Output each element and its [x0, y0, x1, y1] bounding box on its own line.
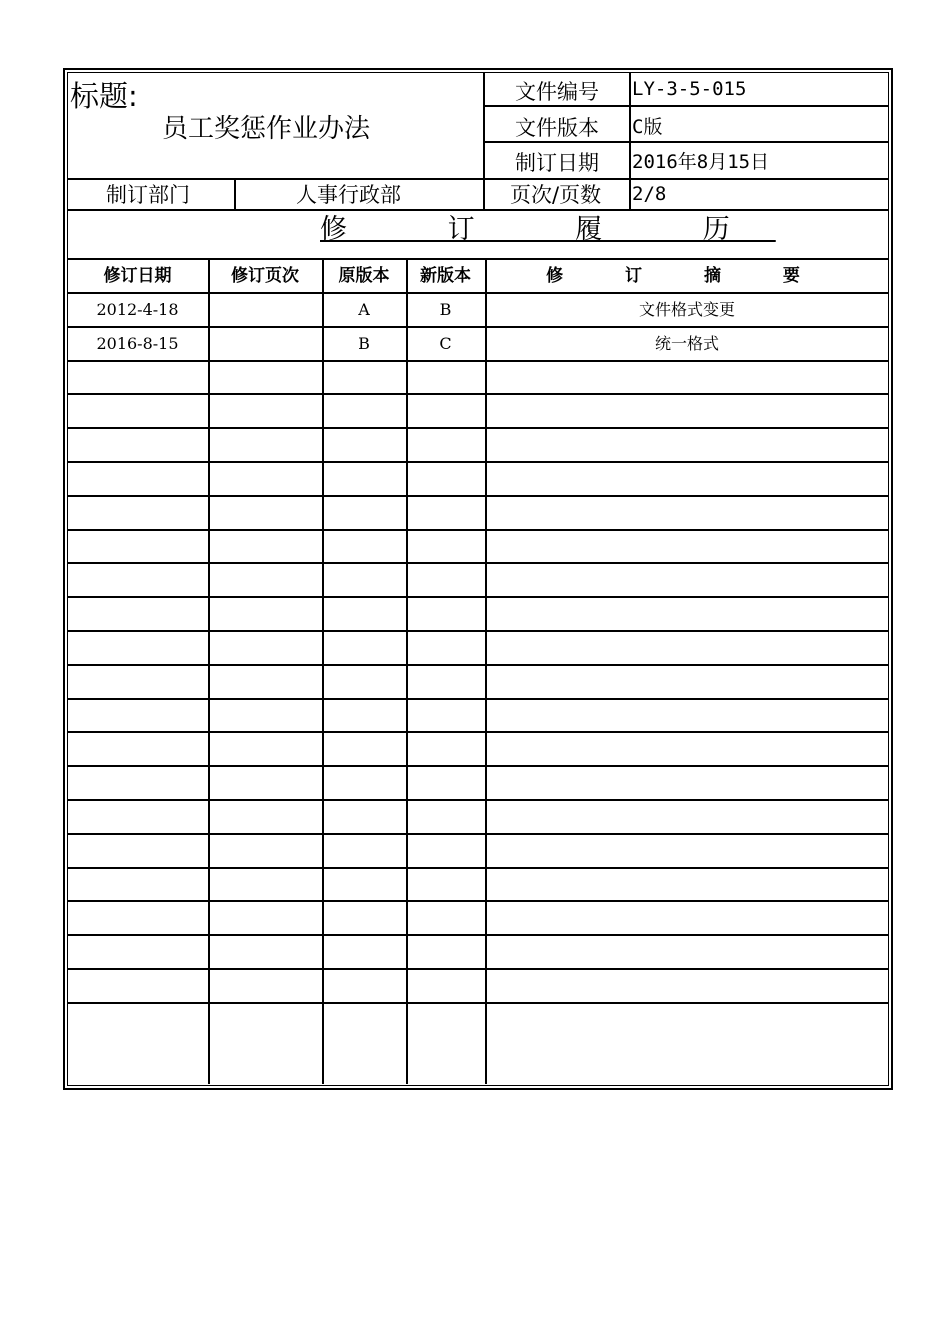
- table-row-divider: [67, 292, 889, 294]
- cell-new: C: [439, 333, 452, 353]
- table-row-divider: [67, 900, 889, 902]
- table-column-divider: [208, 258, 210, 1084]
- table-row-divider: [67, 630, 889, 632]
- table-row-divider: [67, 1002, 889, 1004]
- cell-old: B: [358, 333, 370, 353]
- cell-date: 2012-4-18: [96, 300, 179, 319]
- section-divider: [67, 258, 889, 260]
- table-row-divider: [67, 934, 889, 936]
- document-title: 员工奖惩作业办法: [162, 114, 371, 144]
- table-column-divider: [485, 258, 487, 1084]
- doc-no-label: 文件编号: [515, 80, 599, 104]
- table-row-divider: [67, 461, 889, 463]
- date-label: 制订日期: [515, 151, 599, 175]
- table-row-divider: [67, 799, 889, 801]
- table-row-divider: [67, 495, 889, 497]
- dept-label: 制订部门: [106, 183, 190, 207]
- page-value: 2/8: [632, 183, 667, 205]
- col-header-old-version: 原版本: [338, 266, 390, 286]
- doc-no-value: LY-3-5-015: [632, 78, 747, 100]
- table-column-divider: [322, 258, 324, 1084]
- table-row-divider: [67, 968, 889, 970]
- header-divider: [67, 209, 889, 211]
- table-row-divider: [67, 393, 889, 395]
- header-divider: [67, 178, 889, 180]
- header-divider: [234, 178, 236, 210]
- title-label: 标题:: [70, 79, 138, 113]
- cell-new: B: [439, 300, 452, 319]
- cell-old: A: [358, 300, 370, 319]
- dept-value: 人事行政部: [296, 183, 401, 207]
- table-row-divider: [67, 731, 889, 733]
- col-header-pages: 修订页次: [231, 266, 299, 286]
- col-header-date: 修订日期: [103, 266, 172, 286]
- col-header-new-version: 新版本: [420, 266, 471, 286]
- table-row-divider: [67, 765, 889, 767]
- table-row-divider: [67, 360, 889, 362]
- cell-summary: 文件格式变更: [638, 300, 735, 319]
- table-row-divider: [67, 698, 889, 700]
- table-column-divider: [406, 258, 408, 1084]
- table-row-divider: [67, 326, 889, 328]
- header-divider: [485, 141, 888, 143]
- version-value: C版: [632, 116, 663, 138]
- header-divider: [485, 105, 888, 107]
- col-header-summary: 修 订 摘 要: [546, 266, 828, 286]
- table-row-divider: [67, 562, 889, 564]
- table-row-divider: [67, 833, 889, 835]
- history-title: 修 订 履 历: [320, 214, 776, 245]
- table-row-divider: [67, 596, 889, 598]
- table-row-divider: [67, 427, 889, 429]
- table-row-divider: [67, 867, 889, 869]
- version-label: 文件版本: [515, 116, 599, 140]
- date-value: 2016年8月15日: [632, 151, 770, 173]
- cell-date: 2016-8-15: [96, 333, 179, 353]
- cell-summary: 统一格式: [654, 333, 719, 353]
- page-label: 页次/页数: [510, 183, 602, 207]
- table-row-divider: [67, 529, 889, 531]
- table-row-divider: [67, 664, 889, 666]
